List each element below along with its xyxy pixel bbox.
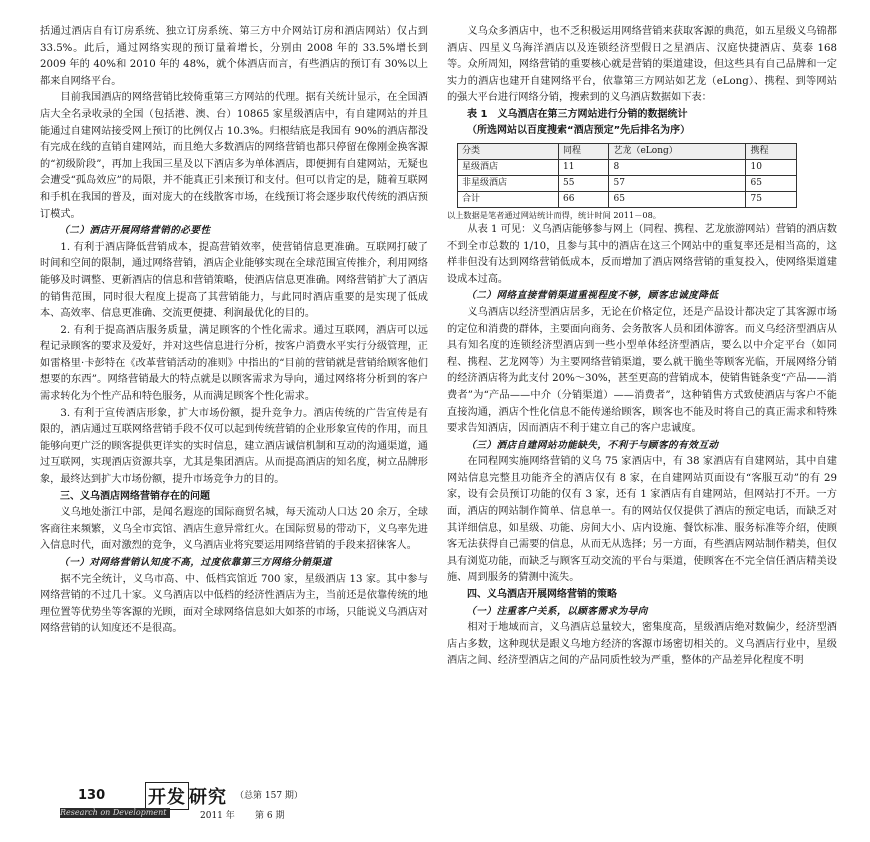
table-cell: 66 [558, 191, 609, 207]
subsection-heading: （一）注重客户关系，以顾客需求为导向 [466, 605, 648, 617]
page-footer [60, 782, 430, 832]
table-cell: 星级酒店 [458, 159, 559, 175]
table-cell: 8 [609, 159, 746, 175]
table-row [458, 159, 797, 175]
journal-english-name: Research on Development [60, 808, 170, 818]
paragraph: 义乌众多酒店中，也不乏积极运用网络营销来获取客源的典范，如五星级义乌锦都酒店、四星义乌海洋酒店以及连锁经济型假日之星酒店、汉庭快捷酒店、莫泰 168 等。众所周知，网络营销的重要核心就是营销的渠道建设，但这些具有自己品牌和一定实力的酒店也建开自建网络平台，依靠第三方网站如艺龙（eLong）、携程、到等网站的强大平台进行网络分销，搜索到的义乌酒店数据如下表： [447, 26, 837, 104]
table-cell: 55 [558, 175, 609, 191]
section-heading: 四、义乌酒店开展网络营销的策略 [467, 589, 617, 601]
paragraph: 相对于地域而言，义乌酒店总量较大，密集度高，星级酒店绝对数偏少，经济型酒店占多数，这种现状是跟义乌地方经济的客源市场密切相关的。义乌酒店行业中，星级酒店之间、经济型酒店之间的产品同质性较为严重，整体的产品差异化程度不明 [447, 622, 837, 667]
paragraph: 目前我国酒店的网络营销比较倚重第三方网站的代理。据有关统计显示，在全国酒店大全名录收录的全国（包括港、澳、台）10865 家星级酒店中，有自建网站的并且能通过自建网站接受网上预订的比例仅占 10.3%。归根结底是我国有 90%的酒店都没有完成在线的直销自建网站，而且绝大多数酒店的网络营销也都只停留在像刚金换客源的“初级阶段”，再加上我国三星及以下酒店多为单体酒店，即便拥有自建网站，无疑也会遭受“孤岛效应”的局限，并不能真正引来预订和支付。但可以肯定的是，随着互联网和手机在我国的普及，面对庞大的在线散客市场，在线预订将会逐步取代传统的酒店预订模式。 [40, 92, 428, 220]
paragraph: 括通过酒店自有订房系统、独立订房系统、第三方中介网站订房和酒店网站）仅占到 33.5%。此后，通过网络实现的预订量着增长，分别由 2008 年的 33.5%增长到 2009 年的 40%和 2010 年的 48%，就个体酒店而言，有些酒店的预订有 30%以上都来自网络平台。 [40, 26, 428, 87]
subsection-heading: （一）对网络营销认知度不高，过度依靠第三方网络分销渠道 [59, 557, 332, 568]
table-header-cell: 同程 [558, 143, 609, 159]
table-header-row [458, 143, 797, 159]
subsection-heading: （三）酒店自建网站功能缺失，不利于与顾客的有效互动 [466, 439, 719, 451]
left-column [40, 24, 428, 638]
page-number: 130 [78, 788, 106, 803]
table-cell: 75 [746, 191, 797, 207]
table-cell: 57 [609, 175, 746, 191]
paragraph: 义乌地处浙江中部，是闻名遐迩的国际商贸名城，每天流动人口达 20 余万，全球客商往来频繁，义乌全市宾馆、酒店生意异常红火。在国际贸易的带动下，义乌率先进入信息时代，面对激烈的竞争，义乌酒店业将究要运用网络营销的手段来招徕客人。 [40, 507, 428, 552]
table-cell: 非星级酒店 [458, 175, 559, 191]
table-title: 表 1 义乌酒店在第三方网站进行分销的数据统计 [467, 108, 688, 120]
paragraph: 在同程网实施网络营销的义乌 75 家酒店中，有 38 家酒店有自建网站，其中自建网站信息完整且功能齐全的酒店仅有 8 家，在自建网站页面设有“客服互动”的有 29 家，设有会员预订功能的仅有 3 家，还有 1 家酒店有自建网站，但网站打不开。一方面，酒店的网站制作简单、信息单一。有的网站仅仅提供了酒店的预定电话，而缺乏对其详细信息，如星级、功能、房间大小、店内设施、餐饮标准、服务标准等介绍，使顾客无法获得自己需要的信息，从而无从选择；另一方面，有些酒店网站制作精美，但仅具有浏览功能，而缺乏与顾客互动交流的平台与渠道，使顾客在不完全信任酒店精美设施、周到服务的猜测中流失。 [447, 456, 837, 584]
table-cell: 合计 [458, 191, 559, 207]
section-heading: 三、义乌酒店网络营销存在的问题 [60, 490, 210, 502]
paragraph: 义乌酒店以经济型酒店居多，无论在价格定位，还是产品设计都决定了其客源市场的定位和消费的群体，主要面向商务、会务散客人员和团体游客。而义乌经济型酒店从具有知名度的连锁经济型酒店到一些小型单体经济型酒店，要么以中介定平台（如同程、携程、艺龙网等）为主要网络营销渠道，要么就干脆坐等顾客光临，开展网络分销的经济酒店将为此支付 20%～30%，甚至更高的营销成本，使销售链条变“产品——消费者”为“产品——中介（分销渠道）——消费者”，这种销售方式致使酒店与客户不能直接沟通，酒店个性化信息不能传递给顾客，顾客也不能及时将自己的真正需求和特殊要求告知酒店，因而酒店不利于建立自己的客户忠诚度。 [447, 306, 837, 435]
journal-name-rest: 研究 [189, 787, 227, 808]
distribution-table [457, 143, 797, 208]
table-row [458, 191, 797, 207]
table-header-cell: 分类 [458, 143, 559, 159]
table-cell: 65 [609, 191, 746, 207]
issue-total: （总第 157 期） [235, 791, 303, 801]
journal-name [145, 782, 227, 810]
paragraph: 据不完全统计，义乌市高、中、低档宾馆近 700 家，星级酒店 13 家。其中参与网络营销的不过几十家。义乌酒店以中低档的经济性酒店为主，当前还是依靠传统的地理位置等优势坐等客源的光顾，面对全球网络信息如大如茶的市场，只能说义乌酒店对网络营销的认知度还不是很高。 [40, 573, 428, 635]
table-cell: 10 [746, 159, 797, 175]
table-cell: 11 [558, 159, 609, 175]
paragraph: 2. 有利于提高酒店服务质量，满足顾客的个性化需求。通过互联网，酒店可以远程记录顾客的要求及爱好，并对这些信息进行分析，按客户消费水平实行分级管理，正如雷格里·卡彭特在《改革营销活动的准则》中指出的“目前的营销就是营销给顾客他们想要的东西”。网络营销最大的特点就是以顾客需求为导向，通过网络将分析到的客户需求转化为个性产品和特色服务，从而满足顾客个性化需求。 [40, 324, 428, 403]
table-cell: 65 [746, 175, 797, 191]
right-column [447, 24, 837, 670]
issue-number: 第 6 期 [255, 811, 285, 821]
table-header-cell: 携程 [746, 143, 797, 159]
year: 2011 年 [200, 811, 235, 821]
table-header-cell: 艺龙（eLong） [609, 143, 746, 159]
table-note: 以上数据是笔者通过网站统计而得，统计时间 2011－08。 [447, 209, 661, 220]
table-subtitle: （所选网站以百度搜索“酒店预定”先后排名为序） [467, 124, 691, 136]
paragraph: 3. 有利于宣传酒店形象，扩大市场份额，提升竞争力。酒店传统的广告宣传是有限的，酒店通过互联网络营销手段不仅可以起到传统营销的企业形象宣传的作用，而且能够向更广泛的顾客提供更详实的实时信息，建立酒店诚信机制和互动的沟通渠道，通过互联网，实现酒店资源共享，尤其是集团酒店。从而提高酒店的知名度，树立品牌形象，最终达到扩大市场份额，提升市场竞争力的目的。 [40, 407, 428, 486]
paragraph: 1. 有利于酒店降低营销成本，提高营销效率，使营销信息更准确。互联网打破了时间和空间的限制，通过网络营销，酒店企业能够实现在全球范围宣传推介，利用网络能够及时调整、更新酒店的信息和营销策略，使酒店信息更准确。网络营销扩大了酒店的销售范围，同时很大程度上提高了其营销能力，与此同时酒店重要的是实现了低成本、高效率、信息更准确、交流更便捷、利润最优化的目的。 [40, 241, 428, 320]
subsection-heading: （二）网络直接营销渠道重视程度不够，顾客忠诚度降低 [466, 290, 719, 302]
paragraph: 从表 1 可见：义乌酒店能够参与网上（同程、携程、艺龙旅游网站）营销的酒店数不到全市总数的 1/10，且参与其中的酒店在这三个网站中的重复率还是相当高的，这样非但没有达到网络营销低成本，反而增加了酒店网络营销的重复投入，使网络渠道建设成本过高。 [447, 223, 837, 285]
table-row [458, 175, 797, 191]
subsection-heading: （二）酒店开展网络营销的必要性 [59, 225, 211, 237]
journal-name-boxed: 开发 [145, 782, 189, 810]
